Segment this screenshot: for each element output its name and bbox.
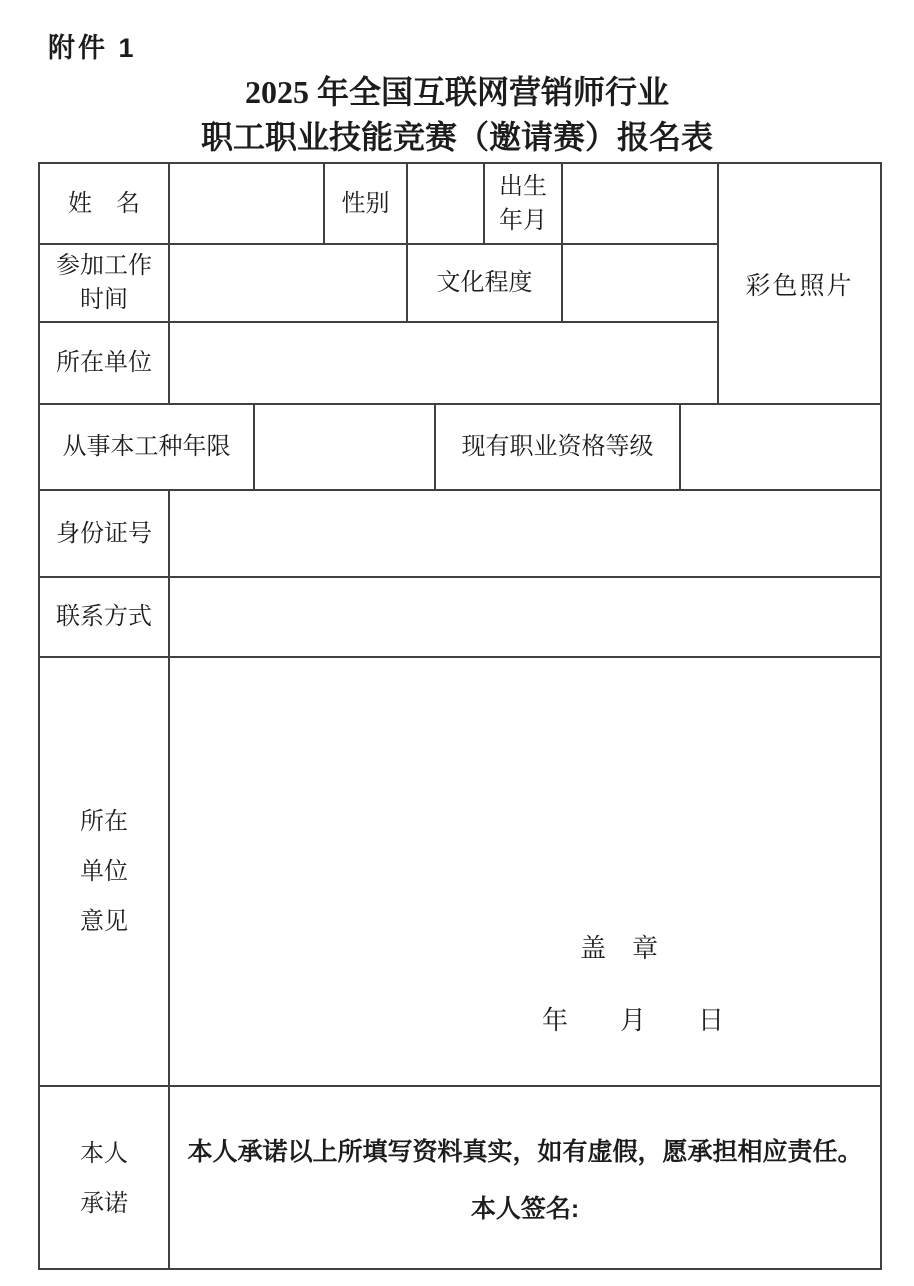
table-row-workstart-education <box>40 245 717 323</box>
contact-field[interactable] <box>170 578 880 656</box>
registration-form-table <box>38 162 882 1270</box>
table-row-contact <box>40 578 880 658</box>
date-month-label: 月 <box>620 1006 647 1035</box>
employer-opinion-label <box>40 658 170 1085</box>
work-start-label <box>40 245 170 321</box>
personal-info-block <box>40 164 880 405</box>
gender-field[interactable] <box>408 164 485 243</box>
trade-years-label: 从事本工种年限 <box>40 405 255 489</box>
birth-date-label <box>485 164 563 243</box>
commitment-label-line2: 承诺 <box>80 1190 128 1217</box>
qualification-field[interactable] <box>681 405 880 489</box>
table-row-id-number <box>40 491 880 578</box>
work-start-field[interactable] <box>170 245 408 321</box>
name-field[interactable] <box>170 164 325 243</box>
employer-opinion-area[interactable] <box>170 658 880 1085</box>
photo-box[interactable] <box>719 164 880 403</box>
form-title <box>0 70 914 160</box>
opinion-date-line <box>542 1000 724 1037</box>
table-row-name-gender-birth <box>40 164 717 245</box>
table-row-years-qualification <box>40 405 880 491</box>
birth-date-label-line2: 年月 <box>499 207 547 234</box>
work-start-label-line1: 参加工作 <box>56 253 152 279</box>
employer-label: 所在单位 <box>40 323 170 403</box>
birth-date-label-line1: 出生 <box>499 173 547 200</box>
employer-opinion-label-line3: 意见 <box>80 908 128 935</box>
table-row-employer <box>40 323 717 403</box>
table-row-employer-opinion <box>40 658 880 1087</box>
qualification-label: 现有职业资格等级 <box>436 405 681 489</box>
id-number-label: 身份证号 <box>40 491 170 576</box>
birth-date-field[interactable] <box>563 164 717 243</box>
seal-label: 盖 章 <box>580 934 659 963</box>
trade-years-field[interactable] <box>255 405 436 489</box>
date-day-label: 日 <box>698 1006 725 1035</box>
employer-opinion-label-line1: 所在 <box>80 808 128 835</box>
contact-label: 联系方式 <box>40 578 170 656</box>
commitment-label-line1: 本人 <box>80 1140 128 1167</box>
commitment-label <box>40 1087 170 1270</box>
id-number-field[interactable] <box>170 491 880 576</box>
table-row-commitment <box>40 1087 880 1270</box>
education-field[interactable] <box>563 245 717 321</box>
gender-label: 性别 <box>325 164 408 243</box>
photo-label: 彩色照片 <box>745 272 854 300</box>
employer-field[interactable] <box>170 323 717 403</box>
personal-info-left <box>40 164 719 403</box>
name-label: 姓 名 <box>40 164 170 243</box>
employer-opinion-label-line2: 单位 <box>80 858 128 885</box>
education-label: 文化程度 <box>408 245 563 321</box>
commitment-area <box>170 1087 880 1270</box>
attachment-label: 附件 1 <box>48 33 137 63</box>
form-title-line1: 2025 年全国互联网营销师行业 <box>244 74 669 110</box>
work-start-label-line2: 时间 <box>80 287 128 313</box>
commitment-statement: 本人承诺以上所填写资料真实，如有虚假，愿承担相应责任。 <box>187 1138 863 1166</box>
signature-label[interactable]: 本人签名: <box>470 1195 580 1223</box>
form-title-line2: 职工职业技能竞赛（邀请赛）报名表 <box>200 119 713 155</box>
date-year-label: 年 <box>542 1006 569 1035</box>
